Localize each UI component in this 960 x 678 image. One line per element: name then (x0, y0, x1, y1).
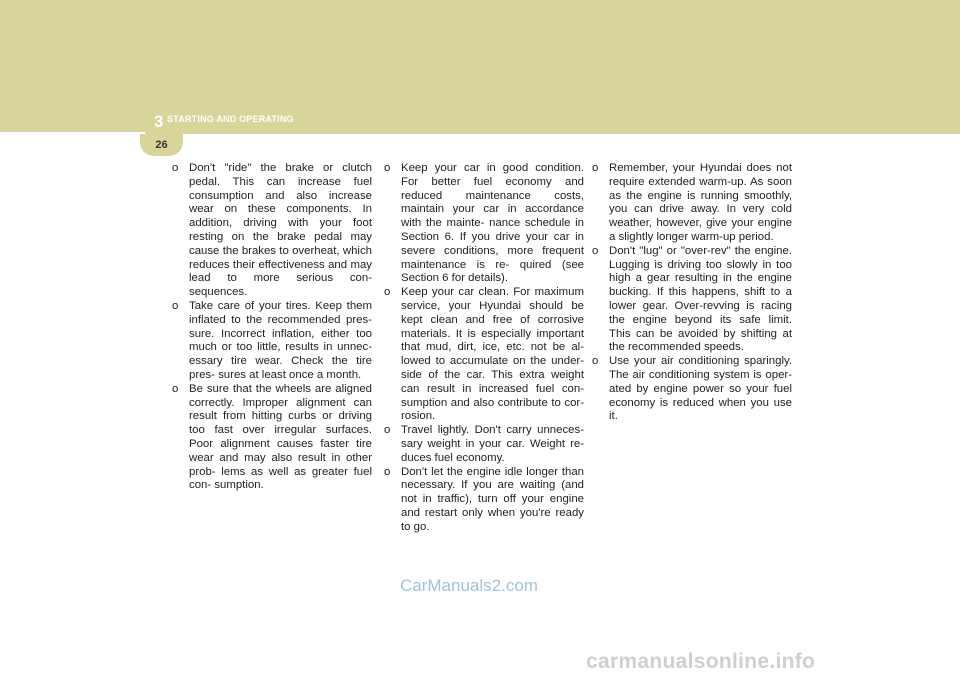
bullet-item (384, 424, 584, 465)
header-band (0, 0, 960, 132)
page-number: 26 (155, 139, 168, 151)
text-column-3 (592, 162, 792, 424)
bullet-item (172, 383, 372, 493)
bullet-text: Don't "ride" the brake or clutch pedal. This can increase fuel consumption and also increase wear on these components. In addition, driving with your foot resting on the brake pedal may cause the brakes to overheat, which reduces their effectiveness and may lead to more serious con- sequences. (189, 162, 372, 299)
bullet-item (592, 355, 792, 424)
bullet-text: Travel lightly. Don't carry unneces- sary weight in your car. Weight re- duces fuel economy. (401, 424, 584, 464)
chapter-title: STARTING AND OPERATING (167, 114, 294, 124)
bullet-item (592, 245, 792, 355)
bullet-item (384, 286, 584, 424)
watermark-footer: carmanualsonline.info (586, 650, 816, 673)
text-column-2 (384, 162, 584, 535)
bullet-marker: o (592, 355, 599, 368)
bullet-marker: o (384, 424, 391, 437)
bullet-item (384, 466, 584, 535)
bullet-item (172, 162, 372, 300)
bullet-marker: o (384, 162, 391, 174)
bullet-text: Be sure that the wheels are aligned correctly. Improper alignment can result from hitting curbs or driving too fast over irregular surfaces. Poor alignment causes faster tire wear and may also result in other prob- lems as well as greater fuel con- sumption. (189, 382, 372, 492)
bullet-item (172, 300, 372, 383)
bullet-marker: o (384, 286, 391, 299)
bullet-marker: o (384, 465, 391, 478)
text-column-1 (172, 162, 372, 493)
bullet-item (592, 162, 792, 245)
bullet-marker: o (592, 244, 599, 257)
bullet-text: Keep your car clean. For maximum service, your Hyundai should be kept clean and free of corrosive materials. It is especially important that mud, dirt, ice, etc. not be al- lowed to accumulate on the under- side of the car. This extra weight can result in increased fuel con- sumption and also contribute to cor- rosion. (401, 286, 584, 423)
bullet-text: Don't let the engine idle longer than necessary. If you are waiting (and not in traffic), turn off your engine and restart only when you're ready to go. (401, 465, 584, 533)
watermark-link[interactable]: CarManuals2.com (400, 576, 538, 595)
bullet-marker: o (592, 162, 599, 174)
bullet-item (384, 162, 584, 286)
bullet-marker: o (172, 299, 179, 312)
chapter-number: 3 (154, 112, 164, 131)
bullet-marker: o (172, 162, 179, 174)
bullet-text: Use your air conditioning sparingly. The air conditioning system is oper- ated by engine power so your fuel economy is reduced when you use it. (609, 355, 792, 423)
bullet-text: Keep your car in good condition. For better fuel economy and reduced maintenance costs, maintain your car in accordance with the mainte- nance schedule in Section 6. If you drive your car in severe conditions, more frequent maintenance is re- quired (see Section 6 for details). (401, 162, 584, 285)
header-rule (145, 132, 960, 134)
bullet-text: Remember, your Hyundai does not require extended warm-up. As soon as the engine is running smoothly, you can drive away. In very cold weather, however, give your engine a slightly longer warm-up period. (609, 162, 792, 243)
bullet-text: Don't "lug" or "over-rev" the engine. Lugging is driving too slowly in too high a gear resulting in the engine bucking. If this happens, shift to a lower gear. Over-revving is racing the engine beyond its safe limit. This can be avoided by shifting at the recommended speeds. (609, 244, 792, 354)
bullet-marker: o (172, 382, 179, 395)
bullet-text: Take care of your tires. Keep them inflated to the recommended pres- sure. Incorrect inflation, either too much or too little, results in unnec- essary tire wear. Check the tire pres- sures at least once a month. (189, 299, 372, 381)
